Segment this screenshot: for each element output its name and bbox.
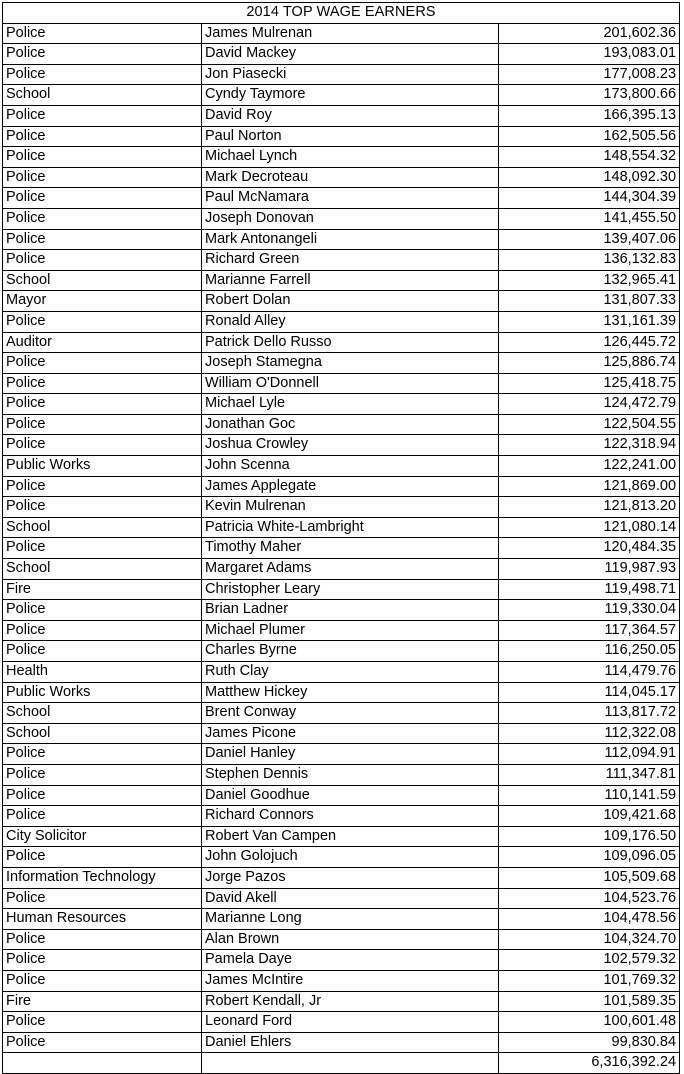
table-row xyxy=(3,991,680,1012)
wage-amount-cell: 148,554.32 xyxy=(499,147,680,168)
table-row xyxy=(3,373,680,394)
table-row xyxy=(3,105,680,126)
wage-amount-cell: 121,813.20 xyxy=(499,497,680,518)
table-row xyxy=(3,250,680,271)
table-row xyxy=(3,806,680,827)
page-title: 2014 TOP WAGE EARNERS xyxy=(3,3,680,24)
employee-name-cell: Daniel Goodhue xyxy=(202,785,499,806)
employee-name-cell: Robert Kendall, Jr xyxy=(202,991,499,1012)
table-row xyxy=(3,229,680,250)
employee-name-cell: Michael Lyle xyxy=(202,394,499,415)
table-row xyxy=(3,559,680,580)
wage-amount-cell: 125,418.75 xyxy=(499,373,680,394)
wage-amount-cell: 166,395.13 xyxy=(499,105,680,126)
department-cell: School xyxy=(3,270,202,291)
table-row xyxy=(3,208,680,229)
wage-amount-cell: 104,523.76 xyxy=(499,888,680,909)
wage-amount-cell: 109,096.05 xyxy=(499,847,680,868)
employee-name-cell: David Mackey xyxy=(202,44,499,65)
wage-amount-cell: 136,132.83 xyxy=(499,250,680,271)
wage-amount-cell: 124,472.79 xyxy=(499,394,680,415)
employee-name-cell: Joseph Stamegna xyxy=(202,353,499,374)
department-cell: Police xyxy=(3,147,202,168)
employee-name-cell: Michael Lynch xyxy=(202,147,499,168)
employee-name-cell: Leonard Ford xyxy=(202,1012,499,1033)
total-name-cell xyxy=(202,1053,499,1074)
wage-amount-cell: 109,176.50 xyxy=(499,826,680,847)
wage-amount-cell: 110,141.59 xyxy=(499,785,680,806)
department-cell: Police xyxy=(3,538,202,559)
wage-amount-cell: 119,987.93 xyxy=(499,559,680,580)
department-cell: Police xyxy=(3,929,202,950)
table-row xyxy=(3,353,680,374)
employee-name-cell: Stephen Dennis xyxy=(202,764,499,785)
department-cell: Police xyxy=(3,641,202,662)
table-row xyxy=(3,888,680,909)
department-cell: Police xyxy=(3,250,202,271)
table-row xyxy=(3,744,680,765)
table-row xyxy=(3,867,680,888)
wage-amount-cell: 126,445.72 xyxy=(499,332,680,353)
wage-amount-cell: 132,965.41 xyxy=(499,270,680,291)
wage-amount-cell: 109,421.68 xyxy=(499,806,680,827)
table-row xyxy=(3,579,680,600)
wage-amount-cell: 120,484.35 xyxy=(499,538,680,559)
wage-amount-cell: 112,322.08 xyxy=(499,723,680,744)
department-cell: Police xyxy=(3,311,202,332)
employee-name-cell: James Picone xyxy=(202,723,499,744)
employee-name-cell: Mark Antonangeli xyxy=(202,229,499,250)
department-cell: Police xyxy=(3,600,202,621)
table-row xyxy=(3,620,680,641)
employee-name-cell: Timothy Maher xyxy=(202,538,499,559)
employee-name-cell: Daniel Hanley xyxy=(202,744,499,765)
employee-name-cell: Patricia White-Lambright xyxy=(202,517,499,538)
department-cell: Police xyxy=(3,23,202,44)
department-cell: Police xyxy=(3,620,202,641)
wage-amount-cell: 100,601.48 xyxy=(499,1012,680,1033)
department-cell: School xyxy=(3,85,202,106)
table-row xyxy=(3,476,680,497)
employee-name-cell: Marianne Long xyxy=(202,909,499,930)
department-cell: Fire xyxy=(3,991,202,1012)
employee-name-cell: Jon Piasecki xyxy=(202,64,499,85)
table-row xyxy=(3,600,680,621)
department-cell: Police xyxy=(3,785,202,806)
department-cell: Police xyxy=(3,208,202,229)
employee-name-cell: Joseph Donovan xyxy=(202,208,499,229)
department-cell: Public Works xyxy=(3,456,202,477)
table-row xyxy=(3,1032,680,1053)
wage-amount-cell: 193,083.01 xyxy=(499,44,680,65)
wage-amount-cell: 125,886.74 xyxy=(499,353,680,374)
wage-amount-cell: 122,318.94 xyxy=(499,435,680,456)
employee-name-cell: John Scenna xyxy=(202,456,499,477)
top-wage-earners-table xyxy=(2,2,680,1074)
table-title-row xyxy=(3,3,680,24)
department-cell: Police xyxy=(3,229,202,250)
employee-name-cell: Daniel Ehlers xyxy=(202,1032,499,1053)
department-cell: School xyxy=(3,703,202,724)
wage-amount-cell: 119,330.04 xyxy=(499,600,680,621)
department-cell: Health xyxy=(3,662,202,683)
wage-amount-cell: 144,304.39 xyxy=(499,188,680,209)
department-cell: Police xyxy=(3,950,202,971)
department-cell: School xyxy=(3,559,202,580)
wage-amount-cell: 102,579.32 xyxy=(499,950,680,971)
wage-amount-cell: 119,498.71 xyxy=(499,579,680,600)
employee-name-cell: Joshua Crowley xyxy=(202,435,499,456)
wage-amount-cell: 121,080.14 xyxy=(499,517,680,538)
wage-amount-cell: 141,455.50 xyxy=(499,208,680,229)
department-cell: Police xyxy=(3,167,202,188)
employee-name-cell: Christopher Leary xyxy=(202,579,499,600)
employee-name-cell: Ronald Alley xyxy=(202,311,499,332)
employee-name-cell: William O'Donnell xyxy=(202,373,499,394)
employee-name-cell: James Mulrenan xyxy=(202,23,499,44)
department-cell: Police xyxy=(3,744,202,765)
department-cell: Police xyxy=(3,806,202,827)
department-cell: Police xyxy=(3,847,202,868)
total-amount-cell: 6,316,392.24 xyxy=(499,1053,680,1074)
table-row xyxy=(3,435,680,456)
employee-name-cell: Ruth Clay xyxy=(202,662,499,683)
table-row xyxy=(3,847,680,868)
employee-name-cell: David Akell xyxy=(202,888,499,909)
department-cell: Fire xyxy=(3,579,202,600)
table-row xyxy=(3,909,680,930)
table-row xyxy=(3,970,680,991)
table-row xyxy=(3,682,680,703)
wage-amount-cell: 131,161.39 xyxy=(499,311,680,332)
department-cell: Police xyxy=(3,373,202,394)
table-row xyxy=(3,64,680,85)
employee-name-cell: James Applegate xyxy=(202,476,499,497)
wage-amount-cell: 173,800.66 xyxy=(499,85,680,106)
table-total-row xyxy=(3,1053,680,1074)
department-cell: Police xyxy=(3,414,202,435)
table-row xyxy=(3,126,680,147)
wage-amount-cell: 112,094.91 xyxy=(499,744,680,765)
total-department-cell xyxy=(3,1053,202,1074)
employee-name-cell: Margaret Adams xyxy=(202,559,499,580)
department-cell: School xyxy=(3,517,202,538)
department-cell: City Solicitor xyxy=(3,826,202,847)
wage-amount-cell: 177,008.23 xyxy=(499,64,680,85)
department-cell: Police xyxy=(3,64,202,85)
department-cell: Police xyxy=(3,353,202,374)
wage-amount-cell: 122,504.55 xyxy=(499,414,680,435)
department-cell: Information Technology xyxy=(3,867,202,888)
wage-amount-cell: 105,509.68 xyxy=(499,867,680,888)
department-cell: Police xyxy=(3,764,202,785)
employee-name-cell: James McIntire xyxy=(202,970,499,991)
department-cell: Police xyxy=(3,394,202,415)
table-row xyxy=(3,311,680,332)
table-row xyxy=(3,85,680,106)
department-cell: Police xyxy=(3,1012,202,1033)
employee-name-cell: Matthew Hickey xyxy=(202,682,499,703)
employee-name-cell: Jonathan Goc xyxy=(202,414,499,435)
employee-name-cell: Alan Brown xyxy=(202,929,499,950)
employee-name-cell: Jorge Pazos xyxy=(202,867,499,888)
wage-amount-cell: 113,817.72 xyxy=(499,703,680,724)
table-row xyxy=(3,703,680,724)
department-cell: Mayor xyxy=(3,291,202,312)
wage-amount-cell: 114,479.76 xyxy=(499,662,680,683)
employee-name-cell: Robert Van Campen xyxy=(202,826,499,847)
department-cell: Police xyxy=(3,126,202,147)
department-cell: Police xyxy=(3,188,202,209)
employee-name-cell: Marianne Farrell xyxy=(202,270,499,291)
department-cell: Auditor xyxy=(3,332,202,353)
wage-amount-cell: 116,250.05 xyxy=(499,641,680,662)
table-row xyxy=(3,44,680,65)
table-row xyxy=(3,517,680,538)
table-row xyxy=(3,641,680,662)
wage-amount-cell: 162,505.56 xyxy=(499,126,680,147)
employee-name-cell: Brent Conway xyxy=(202,703,499,724)
wage-amount-cell: 114,045.17 xyxy=(499,682,680,703)
wage-amount-cell: 101,769.32 xyxy=(499,970,680,991)
table-row xyxy=(3,167,680,188)
wage-amount-cell: 104,478.56 xyxy=(499,909,680,930)
department-cell: Human Resources xyxy=(3,909,202,930)
table-row xyxy=(3,497,680,518)
table-row xyxy=(3,929,680,950)
table-row xyxy=(3,456,680,477)
table-row xyxy=(3,785,680,806)
table-row xyxy=(3,414,680,435)
department-cell: Police xyxy=(3,44,202,65)
table-row xyxy=(3,23,680,44)
employee-name-cell: Mark Decroteau xyxy=(202,167,499,188)
table-row xyxy=(3,662,680,683)
employee-name-cell: Charles Byrne xyxy=(202,641,499,662)
employee-name-cell: John Golojuch xyxy=(202,847,499,868)
table-row xyxy=(3,950,680,971)
table-row xyxy=(3,270,680,291)
wage-amount-cell: 111,347.81 xyxy=(499,764,680,785)
employee-name-cell: David Roy xyxy=(202,105,499,126)
table-row xyxy=(3,723,680,744)
employee-name-cell: Michael Plumer xyxy=(202,620,499,641)
table-row xyxy=(3,188,680,209)
department-cell: School xyxy=(3,723,202,744)
table-row xyxy=(3,291,680,312)
wage-amount-cell: 122,241.00 xyxy=(499,456,680,477)
employee-name-cell: Richard Connors xyxy=(202,806,499,827)
wage-amount-cell: 117,364.57 xyxy=(499,620,680,641)
department-cell: Police xyxy=(3,1032,202,1053)
employee-name-cell: Paul Norton xyxy=(202,126,499,147)
table-row xyxy=(3,1012,680,1033)
wage-amount-cell: 139,407.06 xyxy=(499,229,680,250)
employee-name-cell: Richard Green xyxy=(202,250,499,271)
department-cell: Police xyxy=(3,105,202,126)
table-row xyxy=(3,147,680,168)
wage-amount-cell: 121,869.00 xyxy=(499,476,680,497)
department-cell: Police xyxy=(3,435,202,456)
employee-name-cell: Patrick Dello Russo xyxy=(202,332,499,353)
table-row xyxy=(3,332,680,353)
wage-amount-cell: 131,807.33 xyxy=(499,291,680,312)
employee-name-cell: Cyndy Taymore xyxy=(202,85,499,106)
department-cell: Police xyxy=(3,888,202,909)
wage-amount-cell: 101,589.35 xyxy=(499,991,680,1012)
department-cell: Police xyxy=(3,476,202,497)
table-row xyxy=(3,394,680,415)
employee-name-cell: Pamela Daye xyxy=(202,950,499,971)
department-cell: Police xyxy=(3,970,202,991)
table-row xyxy=(3,764,680,785)
employee-name-cell: Kevin Mulrenan xyxy=(202,497,499,518)
employee-name-cell: Paul McNamara xyxy=(202,188,499,209)
employee-name-cell: Robert Dolan xyxy=(202,291,499,312)
department-cell: Public Works xyxy=(3,682,202,703)
department-cell: Police xyxy=(3,497,202,518)
wage-amount-cell: 148,092.30 xyxy=(499,167,680,188)
table-row xyxy=(3,538,680,559)
table-row xyxy=(3,826,680,847)
wage-amount-cell: 99,830.84 xyxy=(499,1032,680,1053)
wage-amount-cell: 104,324.70 xyxy=(499,929,680,950)
employee-name-cell: Brian Ladner xyxy=(202,600,499,621)
wage-amount-cell: 201,602.36 xyxy=(499,23,680,44)
